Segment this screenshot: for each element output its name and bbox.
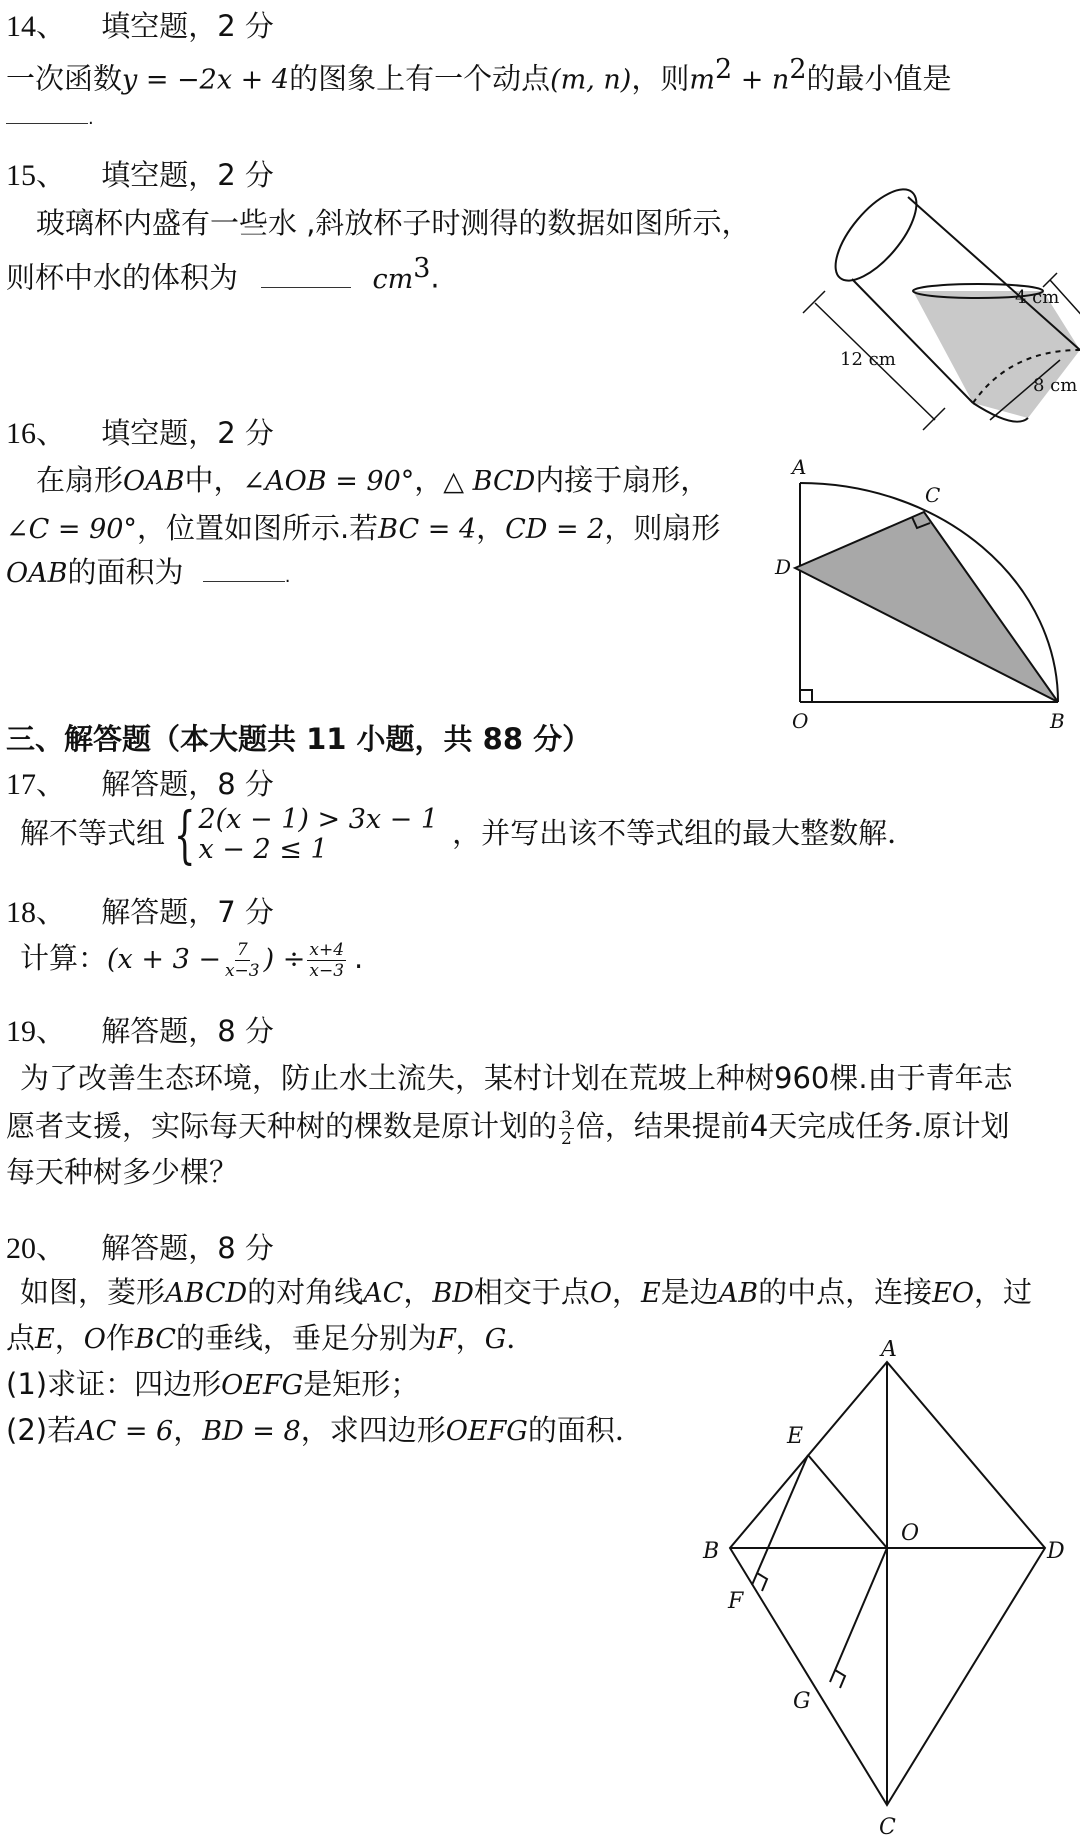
q17-header: 17、 解答题，8 分	[6, 767, 274, 801]
q20-line2: 点E，O作BC的垂线，垂足分别为F，G．	[6, 1321, 536, 1355]
label-O: O	[792, 709, 809, 733]
label-12cm: 12 cm	[840, 349, 896, 370]
right-angle-O	[800, 690, 812, 702]
q19-line3: 每天种树多少棵？	[6, 1155, 239, 1189]
fraction: $\frac{7}{x-3}$	[224, 939, 260, 981]
label-F: F	[728, 1589, 744, 1614]
label-B: B	[1050, 709, 1065, 733]
label-4cm: 4 cm	[1015, 287, 1060, 308]
answer-blank[interactable]	[203, 555, 285, 582]
section-title: 三、解答题（本大题共 11 小题，共 88 分）	[6, 722, 592, 756]
inequality-system: 2(x − 1) > 3x − 1 x − 2 ≤ 1	[198, 804, 439, 865]
label-G: G	[793, 1689, 811, 1714]
answer-blank[interactable]	[6, 97, 88, 124]
label-C: C	[925, 483, 941, 507]
q16-header: 16、 填空题，2 分	[6, 416, 274, 450]
q16-line3: OAB的面积为 .	[6, 555, 291, 589]
right-angle-G	[835, 1670, 845, 1688]
label-B: B	[703, 1539, 720, 1564]
sector-figure	[770, 450, 1070, 760]
rhombus-figure	[695, 1340, 1075, 1847]
q20-line1: 如图，菱形ABCD的对角线AC，BD相交于点O，E是边AB的中点，连接EO，过	[20, 1275, 1033, 1309]
label-A: A	[792, 455, 807, 479]
fraction: $\frac{3}{2}$	[561, 1107, 572, 1149]
answer-blank[interactable]	[261, 261, 351, 288]
q14-header: 14、 填空题，2 分	[6, 9, 274, 43]
fraction: $\frac{x+4}{x-3}$	[309, 939, 345, 981]
label-A: A	[881, 1340, 897, 1362]
label-O: O	[901, 1521, 920, 1546]
q19-header: 19、 解答题，8 分	[6, 1014, 274, 1048]
q14-answer-line: .	[6, 94, 94, 139]
right-angle-F	[757, 1573, 767, 1591]
segment-EF	[752, 1455, 808, 1585]
label-C: C	[879, 1815, 896, 1840]
q14-statement: 一次函数y = −2x + 4的图象上有一个动点(m, n)，则$m^2 + n^2$的最小值是	[6, 54, 952, 96]
triangle-BCD	[795, 512, 1058, 702]
label-D: D	[1047, 1539, 1065, 1564]
q16-line2: ∠C = 90°，位置如图所示.若BC = 4，CD = 2，则扇形	[6, 511, 721, 545]
glass-figure	[795, 185, 1080, 440]
q20-header: 20、 解答题，8 分	[6, 1231, 274, 1265]
label-E: E	[787, 1424, 804, 1449]
q20-part2: (2)若AC = 6，BD = 8，求四边形OEFG的面积．	[6, 1413, 644, 1447]
label-D: D	[775, 555, 792, 579]
q17-statement: 解不等式组 { 2(x − 1) > 3x − 1 x − 2 ≤ 1 ，并写出该不等式组的最大整数解．	[20, 798, 917, 871]
q20-part1: (1)求证：四边形OEFG是矩形；	[6, 1367, 420, 1401]
q15-header: 15、 填空题，2 分	[6, 158, 274, 192]
segment-OG	[830, 1548, 887, 1682]
label-8cm: 8 cm	[1033, 375, 1078, 396]
q15-line2: 则杯中水的体积为 $cm^3$.	[6, 253, 440, 295]
segment-EO	[808, 1455, 887, 1548]
q19-line1: 为了改善生态环境，防止水土流失，某村计划在荒坡上种树960棵.由于青年志	[20, 1061, 1013, 1095]
q18-statement: 计算：(x + 3 − $\frac{7}{x-3}$ ) ÷ $\frac{x+4}{x-3}$ .	[20, 939, 364, 981]
brace: {	[173, 798, 196, 871]
q15-line1: 玻璃杯内盛有一些水 ,斜放杯子时测得的数据如图所示，	[36, 206, 751, 240]
q16-line1: 在扇形OAB中，∠AOB = 90°，△ BCD内接于扇形，	[36, 463, 710, 497]
q19-line2: 愿者支援，实际每天种树的棵数是原计划的 $\frac{3}{2}$ 倍，结果提前4天完成任务.原计划	[6, 1107, 1010, 1149]
water-region	[913, 291, 1080, 418]
q18-header: 18、 解答题，7 分	[6, 895, 274, 929]
